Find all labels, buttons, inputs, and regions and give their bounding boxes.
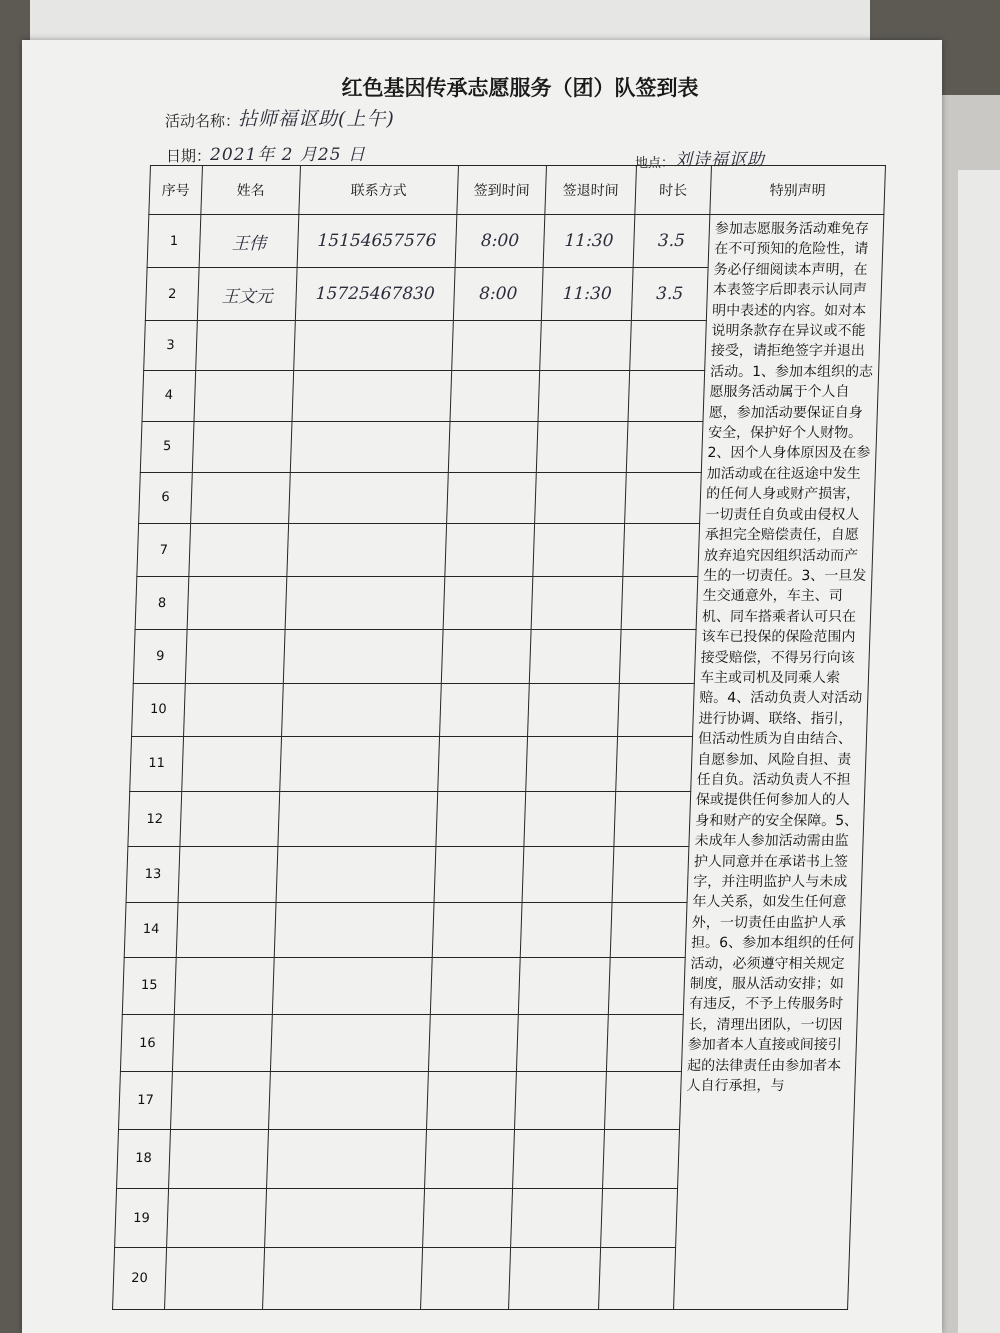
sign-in-time-cell	[427, 1072, 517, 1129]
duration-cell: 3.5	[631, 268, 708, 321]
sign-out-time-cell	[536, 421, 628, 472]
contact-cell	[287, 523, 447, 576]
sign-out-time-cell	[531, 577, 623, 630]
row-number: 7	[137, 523, 191, 576]
contact-cell	[292, 370, 452, 421]
row-number: 16	[120, 1015, 174, 1072]
name-cell	[171, 1072, 271, 1129]
sign-out-time-cell	[509, 1248, 601, 1310]
duration-cell	[605, 1072, 682, 1129]
contact-cell	[272, 957, 432, 1014]
row-number: 18	[117, 1129, 171, 1188]
row-number: 10	[132, 683, 186, 736]
name-cell	[187, 577, 287, 630]
contact-cell	[280, 736, 440, 791]
sign-out-time-cell	[511, 1189, 603, 1248]
sign-out-time-cell	[533, 523, 625, 576]
row-number: 6	[139, 472, 193, 523]
duration-cell	[601, 1189, 678, 1248]
duration-cell	[621, 577, 698, 630]
sign-out-time-cell	[528, 683, 620, 736]
row-number: 19	[115, 1189, 169, 1248]
row-number: 20	[113, 1248, 167, 1310]
date-label: 日期：	[166, 147, 212, 165]
duration-cell	[626, 421, 703, 472]
contact-cell	[290, 421, 450, 472]
row-number: 3	[144, 321, 198, 370]
activity-label: 活动名称：	[165, 112, 241, 130]
header-declaration: 特别声明	[710, 166, 886, 215]
row-number: 11	[130, 736, 184, 791]
location-handwritten-value: 刘诗福讴助	[675, 150, 765, 170]
duration-cell	[610, 902, 687, 957]
contact-cell	[282, 683, 442, 736]
duration-cell	[608, 957, 685, 1014]
name-cell	[174, 957, 274, 1014]
contact-cell	[283, 630, 443, 683]
name-cell: 王文元	[197, 268, 297, 321]
duration-cell	[630, 321, 707, 370]
row-number: 13	[126, 847, 180, 902]
sign-in-time-cell	[440, 683, 530, 736]
header-sign-in-time: 签到时间	[457, 166, 547, 215]
row-number: 1	[147, 215, 201, 268]
header-no: 序号	[149, 166, 203, 215]
contact-cell	[278, 792, 438, 847]
contact-cell	[276, 847, 436, 902]
sign-out-time-cell	[522, 847, 614, 902]
sign-in-time-cell	[428, 1015, 518, 1072]
duration-cell: 3.5	[633, 215, 710, 268]
duration-cell	[619, 630, 696, 683]
sign-out-time-cell	[516, 1015, 608, 1072]
form-title: 红色基因传承志愿服务（团）队签到表	[341, 75, 699, 100]
row-number: 8	[135, 577, 189, 630]
sign-out-time-cell	[526, 736, 618, 791]
sign-in-time-cell	[447, 472, 537, 523]
sign-in-time-cell	[452, 321, 542, 370]
row-number: 17	[119, 1072, 173, 1129]
name-cell	[184, 683, 284, 736]
name-cell: 王伟	[199, 215, 299, 268]
sign-in-time-cell	[421, 1248, 511, 1310]
duration-cell	[618, 683, 695, 736]
name-cell	[176, 902, 276, 957]
sign-in-time-cell: 8:00	[455, 215, 545, 268]
contact-cell	[274, 902, 434, 957]
name-cell	[185, 630, 285, 683]
contact-cell: 15154657576	[297, 215, 457, 268]
name-cell	[182, 736, 282, 791]
row-number: 9	[133, 630, 187, 683]
row-number: 5	[140, 421, 194, 472]
sign-in-time-cell	[438, 736, 528, 791]
contact-cell	[263, 1248, 423, 1310]
duration-cell	[612, 847, 689, 902]
duration-cell	[625, 472, 702, 523]
sign-in-time-cell	[445, 523, 535, 576]
name-cell	[167, 1189, 267, 1248]
duration-cell	[603, 1129, 680, 1188]
duration-cell	[606, 1015, 683, 1072]
background-paper-right-sheet	[958, 170, 1000, 1333]
duration-cell	[623, 523, 700, 576]
header-duration: 时长	[635, 166, 712, 215]
name-cell	[191, 472, 291, 523]
sign-in-time-cell	[441, 630, 531, 683]
sign-out-time-cell	[538, 370, 630, 421]
sign-out-time-cell	[513, 1129, 605, 1188]
date-handwritten-value: 2021年 2 月25 日	[210, 145, 366, 165]
table-row	[147, 215, 884, 268]
row-number: 4	[142, 370, 196, 421]
sign-out-time-cell: 11:30	[543, 215, 635, 268]
sign-in-time-cell	[434, 847, 524, 902]
location-label: 地点：	[635, 156, 675, 171]
name-cell	[180, 792, 280, 847]
duration-cell	[628, 370, 705, 421]
sign-in-time-cell	[430, 957, 520, 1014]
row-number: 15	[122, 957, 176, 1014]
contact-cell: 15725467830	[295, 268, 455, 321]
name-cell	[194, 370, 294, 421]
header-contact: 联系方式	[299, 166, 459, 215]
sign-in-time-cell: 8:00	[453, 268, 543, 321]
duration-cell	[614, 792, 691, 847]
contact-cell	[294, 321, 454, 370]
sign-in-time-cell	[450, 370, 540, 421]
sign-in-time-cell	[436, 792, 526, 847]
contact-cell	[267, 1129, 427, 1188]
name-cell	[165, 1248, 265, 1310]
duration-cell	[616, 736, 693, 791]
name-cell	[178, 847, 278, 902]
sign-out-time-cell	[535, 472, 627, 523]
sign-out-time-cell	[524, 792, 616, 847]
sign-in-table	[112, 165, 886, 1310]
contact-cell	[270, 1015, 430, 1072]
sign-out-time-cell	[518, 957, 610, 1014]
sign-out-time-cell	[540, 321, 632, 370]
name-cell	[172, 1015, 272, 1072]
contact-cell	[269, 1072, 429, 1129]
special-declaration-text: 参加志愿服务活动难免存在不可预知的危险性，请务必仔细阅读本声明，在本表签字后即表示认同声明中表述的内容。如对本说明条款存在异议或不能接受，请拒绝签字并退出活动。1、参加本组织的志愿服务活动属于个人自愿，参加活动要保证自身安全，保护好个人财物。2、因个人身体原因及在参加活动或在往返途中发生的任何人身或财产损害，一切责任自负或由侵权人承担完全赔偿责任，自愿放弃追究因组织活动而产生的一切责任。3、一旦发生交通意外，车主、司机、同车搭乘者认可只在该车已投保的保险范围内接受赔偿，不得另行向该车主或司机及同乘人索赔。4、活动负责人对活动进行协调、联络、指引，但活动性质为自由结合、自愿参加、风险自担、责任自负。活动负责人不担保或提供任何参加人的人身和财产的安全保障。5、未成年人参加活动需由监护人同意并在承诺书上签字，并注明监护人与未成年人关系，如发生任何意外，一切责任由监护人承担。6、参加本组织的任何活动，必须遵守相关规定制度，服从活动安排；如有违反，不予上传服务时长，清理出团队，一切因参加者本人直接或间接引起的法律责任由参加者本人自行承担，与	[674, 215, 884, 1310]
activity-handwritten-value: 拈师福讴助(上午)	[238, 108, 395, 130]
sign-in-time-cell	[443, 577, 533, 630]
sign-in-time-cell	[423, 1189, 513, 1248]
sign-in-time-cell	[432, 902, 522, 957]
sign-out-time-cell	[520, 902, 612, 957]
row-number: 12	[128, 792, 182, 847]
header-name: 姓名	[201, 166, 301, 215]
contact-cell	[265, 1189, 425, 1248]
sign-out-time-cell	[515, 1072, 607, 1129]
contact-cell	[289, 472, 449, 523]
contact-cell	[285, 577, 445, 630]
name-cell	[169, 1129, 269, 1188]
sign-in-time-cell	[425, 1129, 515, 1188]
name-cell	[196, 321, 296, 370]
table-header-row	[149, 166, 886, 215]
sign-in-time-cell	[448, 421, 538, 472]
name-cell	[189, 523, 289, 576]
sign-out-time-cell: 11:30	[541, 268, 633, 321]
sign-out-time-cell	[529, 630, 621, 683]
name-cell	[192, 421, 292, 472]
row-number: 14	[124, 902, 178, 957]
duration-cell	[599, 1248, 676, 1310]
header-sign-out-time: 签退时间	[545, 166, 637, 215]
row-number: 2	[145, 268, 199, 321]
